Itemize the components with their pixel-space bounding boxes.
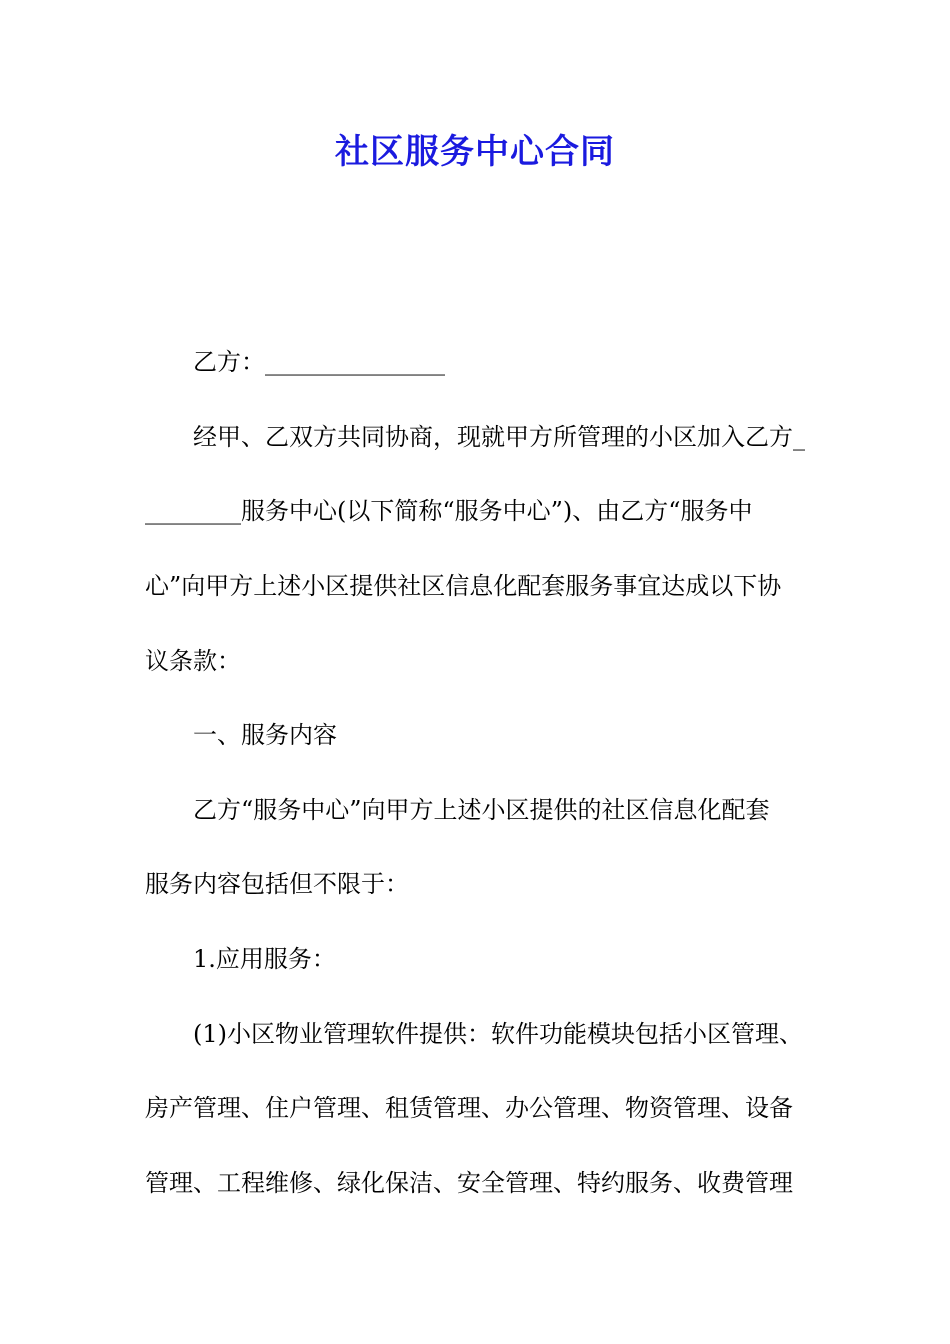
section-heading: 一、服务内容 [193, 721, 337, 749]
subsection-heading: 1.应用服务： [193, 945, 336, 973]
paragraph-line: 心”向甲方上述小区提供社区信息化配套服务事宜达成以下协 [145, 572, 782, 600]
paragraph-line: 房产管理、住户管理、租赁管理、办公管理、物资管理、设备 [145, 1094, 793, 1122]
document-title: 社区服务中心合同 [335, 132, 615, 172]
paragraph-line: 乙方“服务中心”向甲方上述小区提供的社区信息化配套 [193, 796, 770, 824]
paragraph-line: 管理、工程维修、绿化保洁、安全管理、特约服务、收费管理 [145, 1169, 793, 1197]
party-b-line: 乙方：_______________ [193, 348, 445, 376]
paragraph-line: (1)小区物业管理软件提供：软件功能模块包括小区管理、 [193, 1020, 803, 1048]
paragraph-line: ________服务中心(以下简称“服务中心”)、由乙方“服务中 [145, 497, 753, 525]
paragraph-line: 议条款： [145, 647, 241, 675]
paragraph-line: 服务内容包括但不限于： [145, 870, 409, 898]
paragraph-line: 经甲、乙双方共同协商，现就甲方所管理的小区加入乙方_ [193, 423, 805, 451]
